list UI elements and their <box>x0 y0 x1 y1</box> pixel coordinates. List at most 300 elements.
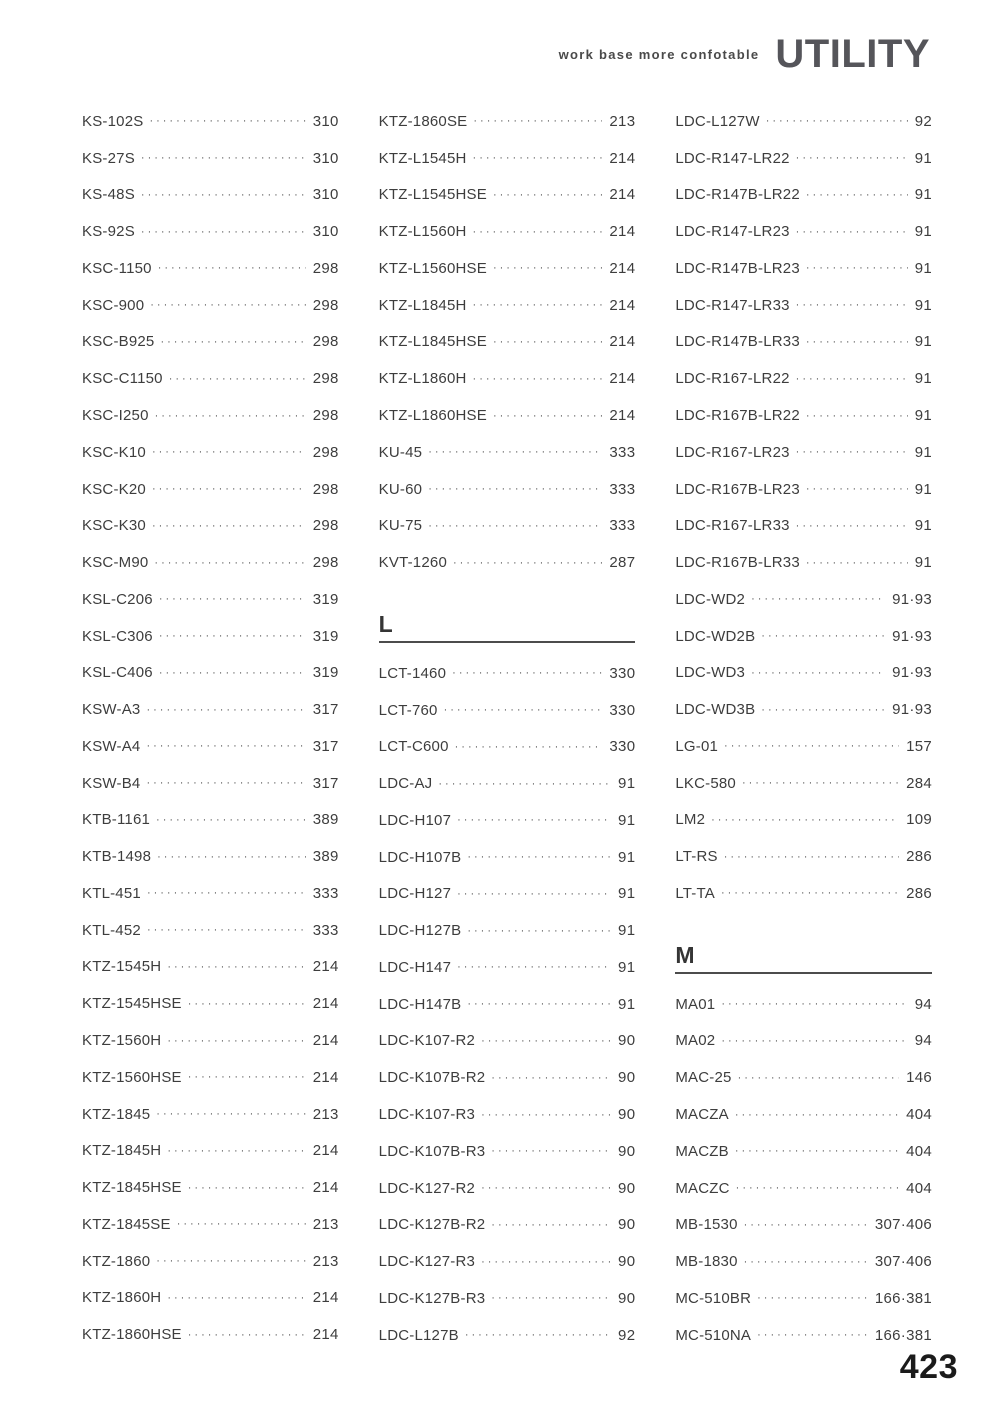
index-entry <box>379 177 636 214</box>
dot-leader <box>481 1256 611 1268</box>
index-entry <box>675 177 932 214</box>
entry-page-number: 330 <box>609 664 636 682</box>
index-entry <box>82 1206 339 1243</box>
entry-page-number: 317 <box>312 701 339 719</box>
index-entry <box>379 839 636 876</box>
index-entry <box>379 949 636 986</box>
dot-leader <box>761 704 885 716</box>
entry-page-number: 90 <box>618 1253 636 1271</box>
index-entry <box>82 654 339 691</box>
dot-leader <box>806 410 908 422</box>
index-entry <box>379 397 636 434</box>
dot-leader <box>160 336 305 348</box>
entry-page-number: 94 <box>914 995 933 1013</box>
entry-label: LG-01 <box>675 737 719 755</box>
index-entry <box>675 691 932 728</box>
entry-label: KTZ-1845 <box>82 1105 151 1123</box>
dot-leader <box>150 299 305 311</box>
index-entry <box>675 1170 932 1207</box>
header-tagline: work base more confotable <box>558 46 760 62</box>
entry-page-number: 90 <box>618 1106 636 1124</box>
index-entry <box>82 434 339 471</box>
entry-page-number: 91 <box>914 223 933 241</box>
entry-label: KTZ-1545HSE <box>82 995 182 1013</box>
entry-label: LDC-R167-LR33 <box>675 517 790 535</box>
dot-leader <box>724 851 899 863</box>
entry-label: MC-510NA <box>675 1326 752 1344</box>
entry-label: KSL-C206 <box>82 590 153 608</box>
entry-label: LDC-H127B <box>378 922 462 940</box>
entry-label: KSL-C306 <box>82 627 153 645</box>
entry-label: KS-102S <box>82 112 144 130</box>
entry-label: KTZ-1860SE <box>378 112 468 130</box>
index-columns <box>82 103 932 1354</box>
entry-label: KTZ-1860HSE <box>82 1326 182 1344</box>
entry-page-number: 91 <box>914 480 933 498</box>
dot-leader <box>806 262 908 274</box>
entry-label: KTZ-1560HSE <box>82 1068 182 1086</box>
entry-label: MACZA <box>675 1106 729 1124</box>
dot-leader <box>481 1109 611 1121</box>
entry-page-number: 91 <box>618 848 636 866</box>
index-entry <box>379 103 636 140</box>
entry-page-number: 91 <box>618 775 636 793</box>
index-entry <box>379 765 636 802</box>
index-entry <box>82 1243 339 1280</box>
dot-leader <box>467 851 611 863</box>
entry-page-number: 214 <box>312 995 339 1013</box>
entry-label: MB-1530 <box>675 1216 738 1234</box>
entry-page-number: 214 <box>312 1142 339 1160</box>
entry-page-number: 90 <box>618 1069 636 1087</box>
entry-label: KVT-1260 <box>378 554 447 572</box>
index-entry <box>675 1317 932 1354</box>
dot-leader <box>159 667 306 679</box>
index-entry <box>675 1206 932 1243</box>
entry-label: LDC-R167B-LR33 <box>675 554 800 572</box>
entry-page-number: 91 <box>914 443 933 461</box>
entry-page-number: 307·406 <box>874 1216 933 1234</box>
entry-page-number: 298 <box>312 517 339 535</box>
entry-label: KTL-451 <box>82 884 141 902</box>
dot-leader <box>493 336 602 348</box>
dot-leader <box>473 115 602 127</box>
entry-label: MAC-25 <box>675 1069 732 1087</box>
entry-page-number: 319 <box>312 627 339 645</box>
index-entry <box>379 1059 636 1096</box>
entry-page-number: 298 <box>312 554 339 572</box>
entry-page-number: 287 <box>609 554 636 572</box>
dot-leader <box>149 115 305 127</box>
index-entry <box>82 471 339 508</box>
entry-page-number: 389 <box>312 848 339 866</box>
entry-page-number: 319 <box>312 664 339 682</box>
dot-leader <box>455 741 603 753</box>
index-column-1 <box>82 103 339 1354</box>
index-entry <box>379 1280 636 1317</box>
entry-page-number: 91 <box>618 811 636 829</box>
index-entry <box>379 471 636 508</box>
entry-page-number: 214 <box>312 1032 339 1050</box>
dot-leader <box>156 1108 305 1120</box>
entry-page-number: 91 <box>618 885 636 903</box>
entry-label: LDC-WD2 <box>675 590 746 608</box>
entry-label: KTL-452 <box>82 921 141 939</box>
index-entry <box>82 581 339 618</box>
entry-label: KTZ-1545H <box>82 958 162 976</box>
index-entry <box>379 287 636 324</box>
index-entry <box>675 1243 932 1280</box>
dot-leader <box>473 373 603 385</box>
dot-leader <box>721 887 899 899</box>
index-entry <box>675 324 932 361</box>
dot-leader <box>428 446 602 458</box>
entry-label: KTZ-L1545H <box>378 149 467 167</box>
index-entry <box>675 838 932 875</box>
entry-label: KTZ-1860 <box>82 1252 151 1270</box>
entry-page-number: 214 <box>609 223 636 241</box>
entry-label: MB-1830 <box>675 1253 738 1271</box>
entry-label: LDC-R147B-LR23 <box>675 259 800 277</box>
entry-label: LDC-L127B <box>378 1326 459 1344</box>
dot-leader <box>796 520 908 532</box>
dot-leader <box>156 814 306 826</box>
entry-label: KSC-K30 <box>82 517 146 535</box>
index-entry <box>675 544 932 581</box>
dot-leader <box>146 740 305 752</box>
entry-label: LM2 <box>675 811 706 829</box>
dot-leader <box>761 630 885 642</box>
index-entry <box>379 1133 636 1170</box>
index-entry <box>379 140 636 177</box>
dot-leader <box>453 557 602 569</box>
dot-leader <box>167 961 305 973</box>
entry-label: LDC-R167-LR22 <box>675 370 790 388</box>
entry-page-number: 307·406 <box>874 1253 933 1271</box>
dot-leader <box>457 961 611 973</box>
index-entry <box>82 1096 339 1133</box>
dot-leader <box>465 1329 611 1341</box>
entry-label: LDC-K127B-R3 <box>378 1289 486 1307</box>
index-entry <box>379 1206 636 1243</box>
index-entry <box>379 434 636 471</box>
entry-page-number: 214 <box>609 407 636 424</box>
index-entry <box>82 949 339 986</box>
dot-leader <box>481 1035 611 1047</box>
entry-label: LCT-1460 <box>378 664 447 682</box>
dot-leader <box>141 226 306 238</box>
section-header-L <box>379 607 636 643</box>
entry-page-number: 298 <box>312 407 339 424</box>
entry-label: KTZ-1860H <box>82 1289 162 1307</box>
index-entry <box>675 1096 932 1133</box>
dot-leader <box>167 1035 305 1047</box>
entry-label: KSL-C406 <box>82 664 153 682</box>
entry-page-number: 310 <box>312 186 339 204</box>
index-entry <box>82 912 339 949</box>
dot-leader <box>141 152 306 164</box>
index-entry <box>82 1132 339 1169</box>
dot-leader <box>806 483 908 495</box>
entry-page-number: 213 <box>312 1105 339 1123</box>
dot-leader <box>796 299 908 311</box>
index-entry <box>675 1133 932 1170</box>
entry-label: MA02 <box>675 1032 716 1050</box>
entry-page-number: 214 <box>609 259 636 277</box>
entry-label: LDC-H147B <box>378 995 462 1013</box>
dot-leader <box>177 1218 306 1230</box>
entry-page-number: 91 <box>914 407 933 424</box>
dot-leader <box>711 814 899 826</box>
entry-label: LDC-K127B-R2 <box>378 1216 486 1234</box>
index-entry <box>675 250 932 287</box>
entry-page-number: 404 <box>906 1142 933 1160</box>
entry-page-number: 91 <box>914 149 933 167</box>
entry-page-number: 214 <box>609 296 636 314</box>
index-entry <box>379 692 636 729</box>
dot-leader <box>491 1145 611 1157</box>
index-entry <box>82 765 339 802</box>
dot-leader <box>491 1219 611 1231</box>
entry-page-number: 90 <box>618 1216 636 1234</box>
dot-leader <box>152 446 306 458</box>
section-letter: M <box>675 941 695 968</box>
dot-leader <box>147 924 306 936</box>
entry-page-number: 146 <box>906 1069 933 1087</box>
entry-page-number: 330 <box>609 738 636 756</box>
dot-leader <box>757 1292 868 1304</box>
index-entry <box>82 177 339 214</box>
page-header <box>559 34 930 74</box>
index-entry <box>675 728 932 765</box>
dot-leader <box>157 851 306 863</box>
entry-label: KSC-1150 <box>82 259 152 277</box>
dot-leader <box>491 1292 611 1304</box>
dot-leader <box>473 152 603 164</box>
index-entry <box>82 1022 339 1059</box>
dot-leader <box>152 483 306 495</box>
index-entry <box>82 728 339 765</box>
entry-page-number: 286 <box>906 884 933 902</box>
entry-label: LDC-R147B-LR22 <box>675 186 800 204</box>
entry-label: LDC-K107-R2 <box>378 1032 476 1050</box>
dot-leader <box>156 1255 305 1267</box>
index-entry <box>675 507 932 544</box>
entry-label: KTZ-1560H <box>82 1032 162 1050</box>
index-entry <box>82 985 339 1022</box>
dot-leader <box>444 704 603 716</box>
entry-label: KTZ-1845SE <box>82 1215 171 1233</box>
index-entry <box>82 397 339 434</box>
dot-leader <box>147 887 306 899</box>
index-entry <box>379 728 636 765</box>
entry-page-number: 298 <box>312 443 339 461</box>
dot-leader <box>188 1182 306 1194</box>
index-entry <box>675 986 932 1023</box>
index-entry <box>379 1317 636 1354</box>
dot-leader <box>721 1035 907 1047</box>
index-entry <box>82 140 339 177</box>
index-entry <box>82 360 339 397</box>
entry-page-number: 92 <box>618 1326 636 1344</box>
entry-label: KS-27S <box>82 149 135 167</box>
entry-page-number: 333 <box>312 884 339 902</box>
entry-label: LDC-K107B-R3 <box>378 1142 486 1160</box>
index-entry <box>675 875 932 912</box>
entry-page-number: 90 <box>618 1289 636 1307</box>
dot-leader <box>141 189 306 201</box>
entry-label: KTZ-L1860H <box>378 370 467 388</box>
dot-leader <box>744 1219 868 1231</box>
entry-label: KSW-A4 <box>82 737 141 755</box>
entry-label: KU-75 <box>378 517 423 535</box>
entry-label: KSC-K20 <box>82 480 146 498</box>
index-entry <box>82 1316 339 1353</box>
index-entry <box>379 1023 636 1060</box>
dot-leader <box>766 115 908 127</box>
dot-leader <box>155 410 306 422</box>
entry-label: MC-510BR <box>675 1289 752 1307</box>
entry-page-number: 284 <box>906 774 933 792</box>
entry-page-number: 90 <box>618 1032 636 1050</box>
entry-label: LDC-L127W <box>675 112 760 130</box>
entry-page-number: 91 <box>618 958 636 976</box>
index-entry <box>82 1280 339 1317</box>
entry-page-number: 91 <box>914 517 933 535</box>
dot-leader <box>744 1256 868 1268</box>
entry-page-number: 389 <box>312 811 339 829</box>
index-entry <box>379 1096 636 1133</box>
entry-page-number: 333 <box>609 517 636 535</box>
entry-page-number: 91 <box>618 922 636 940</box>
dot-leader <box>738 1072 900 1084</box>
index-entry <box>82 250 339 287</box>
entry-page-number: 213 <box>312 1252 339 1270</box>
entry-page-number: 286 <box>906 848 933 866</box>
dot-leader <box>751 667 885 679</box>
index-entry <box>675 654 932 691</box>
index-entry <box>675 397 932 434</box>
entry-page-number: 319 <box>312 590 339 608</box>
entry-page-number: 91 <box>914 333 933 351</box>
index-entry <box>82 875 339 912</box>
entry-page-number: 92 <box>914 112 933 130</box>
page-number: 423 <box>899 1348 958 1386</box>
entry-page-number: 404 <box>906 1179 933 1197</box>
entry-label: LCT-C600 <box>378 738 449 756</box>
dot-leader <box>806 336 908 348</box>
entry-page-number: 91 <box>914 186 933 204</box>
index-entry <box>82 507 339 544</box>
dot-leader <box>493 410 602 422</box>
entry-page-number: 310 <box>312 149 339 167</box>
index-entry <box>379 1243 636 1280</box>
index-entry <box>675 287 932 324</box>
entry-label: LDC-R167B-LR22 <box>675 407 800 424</box>
dot-leader <box>428 483 602 495</box>
entry-label: KSC-K10 <box>82 443 146 461</box>
section-header-M <box>675 938 932 974</box>
dot-leader <box>751 593 885 605</box>
entry-page-number: 166·381 <box>874 1289 933 1307</box>
index-entry <box>675 1280 932 1317</box>
entry-label: LDC-K127-R3 <box>378 1253 476 1271</box>
entry-label: KTB-1498 <box>82 848 152 866</box>
entry-page-number: 317 <box>312 737 339 755</box>
entry-page-number: 310 <box>312 112 339 130</box>
index-entry <box>82 1169 339 1206</box>
entry-page-number: 333 <box>312 921 339 939</box>
index-entry <box>675 581 932 618</box>
index-entry <box>675 140 932 177</box>
entry-page-number: 298 <box>312 480 339 498</box>
dot-leader <box>796 226 908 238</box>
entry-page-number: 109 <box>906 811 933 829</box>
entry-label: KU-60 <box>378 480 423 498</box>
index-column-2 <box>379 103 636 1354</box>
index-entry <box>379 986 636 1023</box>
entry-label: LDC-H147 <box>378 958 452 976</box>
index-entry <box>675 802 932 839</box>
index-entry <box>82 287 339 324</box>
entry-label: LDC-R147-LR22 <box>675 149 790 167</box>
entry-page-number: 91·93 <box>892 664 933 682</box>
index-entry <box>379 876 636 913</box>
dot-leader <box>806 557 908 569</box>
entry-page-number: 298 <box>312 296 339 314</box>
dot-leader <box>167 1292 305 1304</box>
entry-page-number: 214 <box>609 333 636 351</box>
entry-label: LDC-WD3B <box>675 701 756 719</box>
entry-label: LDC-WD3 <box>675 664 746 682</box>
entry-page-number: 214 <box>609 186 636 204</box>
index-entry <box>82 802 339 839</box>
dot-leader <box>154 557 305 569</box>
dot-leader <box>796 446 908 458</box>
index-entry <box>379 324 636 361</box>
entry-label: KTZ-1845H <box>82 1142 162 1160</box>
dot-leader <box>796 373 908 385</box>
dot-leader <box>473 299 603 311</box>
entry-page-number: 91·93 <box>892 627 933 645</box>
entry-page-number: 91 <box>914 554 933 572</box>
entry-page-number: 157 <box>906 737 933 755</box>
dot-leader <box>159 593 306 605</box>
entry-page-number: 310 <box>312 223 339 241</box>
entry-label: KS-92S <box>82 223 135 241</box>
entry-page-number: 91·93 <box>892 701 933 719</box>
entry-label: LDC-H107B <box>378 848 462 866</box>
dot-leader <box>806 189 908 201</box>
dot-leader <box>742 777 899 789</box>
index-entry <box>82 544 339 581</box>
entry-page-number: 90 <box>618 1142 636 1160</box>
entry-label: MA01 <box>675 995 716 1013</box>
index-entry <box>675 1059 932 1096</box>
entry-label: KSC-900 <box>82 296 145 314</box>
entry-label: LDC-H127 <box>378 885 452 903</box>
index-entry <box>675 360 932 397</box>
index-entry <box>379 802 636 839</box>
index-entry <box>379 912 636 949</box>
entry-label: KSC-C1150 <box>82 370 163 388</box>
entry-label: LDC-K107B-R2 <box>378 1069 486 1087</box>
dot-leader <box>796 152 908 164</box>
index-entry <box>379 1170 636 1207</box>
index-entry <box>82 103 339 140</box>
entry-page-number: 91 <box>914 296 933 314</box>
entry-page-number: 214 <box>312 958 339 976</box>
